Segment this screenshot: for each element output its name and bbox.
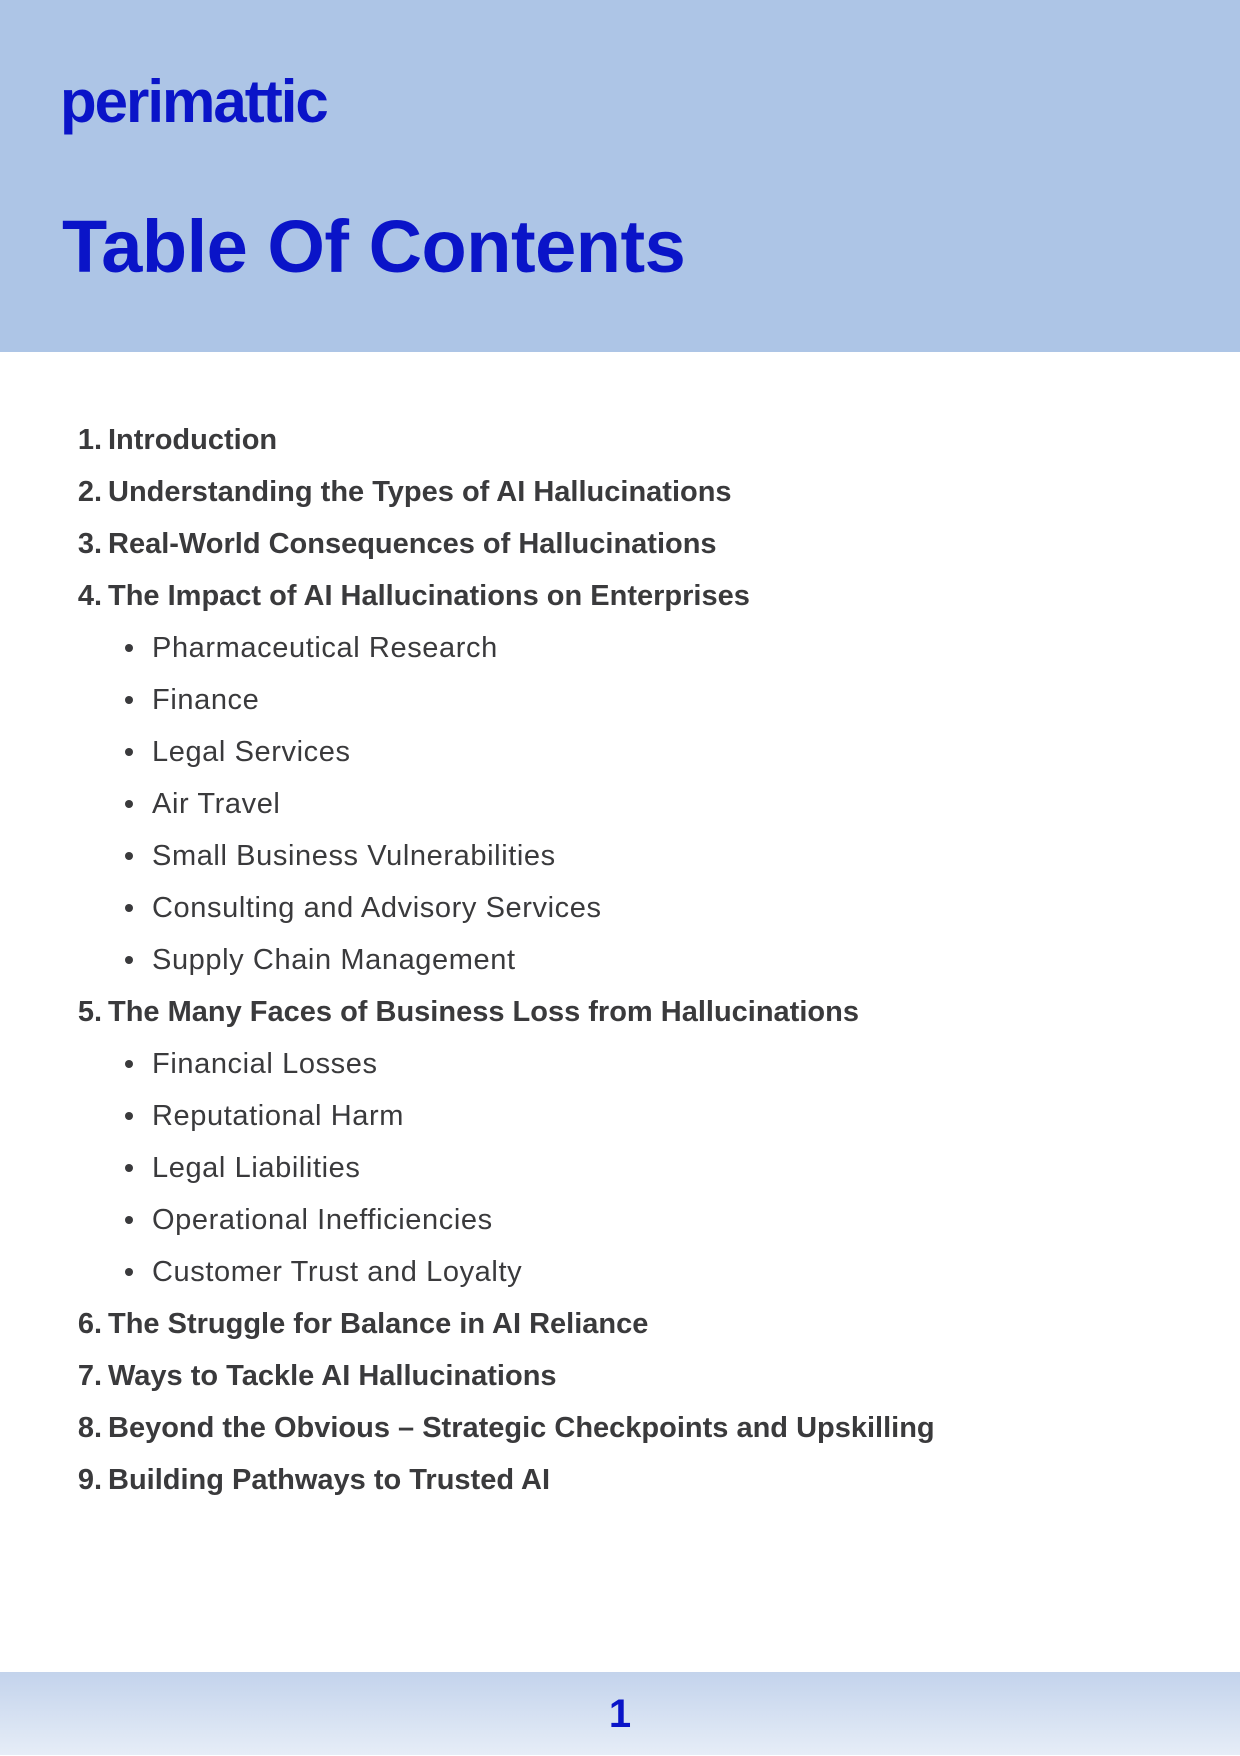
toc-subitem-label: Operational Inefficiencies [152, 1204, 493, 1236]
toc-item-number: 4. [77, 580, 102, 612]
toc-item[interactable] [0, 1454, 1240, 1506]
toc-subitem-label: Customer Trust and Loyalty [152, 1256, 523, 1288]
toc-item[interactable] [0, 1298, 1240, 1350]
bullet-icon [125, 904, 133, 912]
page-number: 1 [608, 1692, 632, 1736]
toc-subitem-label: Finance [152, 684, 260, 716]
toc-item-label: Understanding the Types of AI Hallucinations [108, 476, 732, 508]
toc-item-number: 2. [77, 476, 102, 508]
page-title: Table Of Contents [62, 205, 686, 288]
toc-item-number: 5. [77, 996, 102, 1028]
toc-item-label: Building Pathways to Trusted AI [108, 1464, 551, 1496]
bullet-icon [125, 1112, 133, 1120]
bullet-icon [125, 852, 133, 860]
toc-item[interactable] [0, 518, 1240, 570]
toc-subitem[interactable] [0, 622, 1240, 674]
toc-item-label: Ways to Tackle AI Hallucinations [108, 1360, 557, 1392]
brand-logo: perimattic [60, 68, 327, 135]
toc-subitem-label: Legal Liabilities [152, 1152, 361, 1184]
toc-item-number: 7. [77, 1360, 102, 1392]
bullet-icon [125, 644, 133, 652]
bullet-icon [125, 800, 133, 808]
toc-subitem[interactable] [0, 1038, 1240, 1090]
toc-subitem[interactable] [0, 778, 1240, 830]
toc-item[interactable] [0, 570, 1240, 622]
toc-subitem-label: Reputational Harm [152, 1100, 404, 1132]
toc-subitem[interactable] [0, 1194, 1240, 1246]
bullet-icon [125, 1060, 133, 1068]
toc-subitem-label: Consulting and Advisory Services [152, 892, 602, 924]
toc-item[interactable] [0, 1350, 1240, 1402]
toc-item-number: 1. [77, 424, 102, 456]
toc-subitem-label: Air Travel [152, 788, 281, 820]
toc-item-label: Beyond the Obvious – Strategic Checkpoints and Upskilling [108, 1412, 935, 1444]
toc-subitem[interactable] [0, 1090, 1240, 1142]
toc-item-number: 3. [77, 528, 102, 560]
page-header [0, 0, 1240, 352]
toc-item[interactable] [0, 1402, 1240, 1454]
toc-item-label: Introduction [108, 424, 278, 456]
toc-subitem[interactable] [0, 726, 1240, 778]
bullet-icon [125, 696, 133, 704]
toc-subitem[interactable] [0, 934, 1240, 986]
bullet-icon [125, 748, 133, 756]
toc-subitem-label: Pharmaceutical Research [152, 632, 498, 664]
toc-item-label: The Struggle for Balance in AI Reliance [108, 1308, 649, 1340]
toc-subitem[interactable] [0, 1246, 1240, 1298]
toc-item-label: The Impact of AI Hallucinations on Enterprises [108, 580, 750, 612]
bullet-icon [125, 956, 133, 964]
toc-item-number: 9. [77, 1464, 102, 1496]
toc-subitem-label: Supply Chain Management [152, 944, 516, 976]
page-footer [0, 1672, 1240, 1755]
toc-item[interactable] [0, 466, 1240, 518]
toc-subitem[interactable] [0, 1142, 1240, 1194]
toc-item-number: 6. [77, 1308, 102, 1340]
bullet-icon [125, 1164, 133, 1172]
toc-subitem[interactable] [0, 674, 1240, 726]
toc-item[interactable] [0, 986, 1240, 1038]
bullet-icon [125, 1216, 133, 1224]
toc-subitem-label: Legal Services [152, 736, 351, 768]
toc-subitem[interactable] [0, 830, 1240, 882]
table-of-contents [0, 414, 1240, 1506]
toc-subitem-label: Financial Losses [152, 1048, 378, 1080]
toc-item-label: Real-World Consequences of Hallucinations [108, 528, 717, 560]
toc-item-number: 8. [77, 1412, 102, 1444]
toc-subitem-label: Small Business Vulnerabilities [152, 840, 556, 872]
toc-subitem[interactable] [0, 882, 1240, 934]
toc-item-label: The Many Faces of Business Loss from Hallucinations [108, 996, 859, 1028]
toc-item[interactable] [0, 414, 1240, 466]
bullet-icon [125, 1268, 133, 1276]
